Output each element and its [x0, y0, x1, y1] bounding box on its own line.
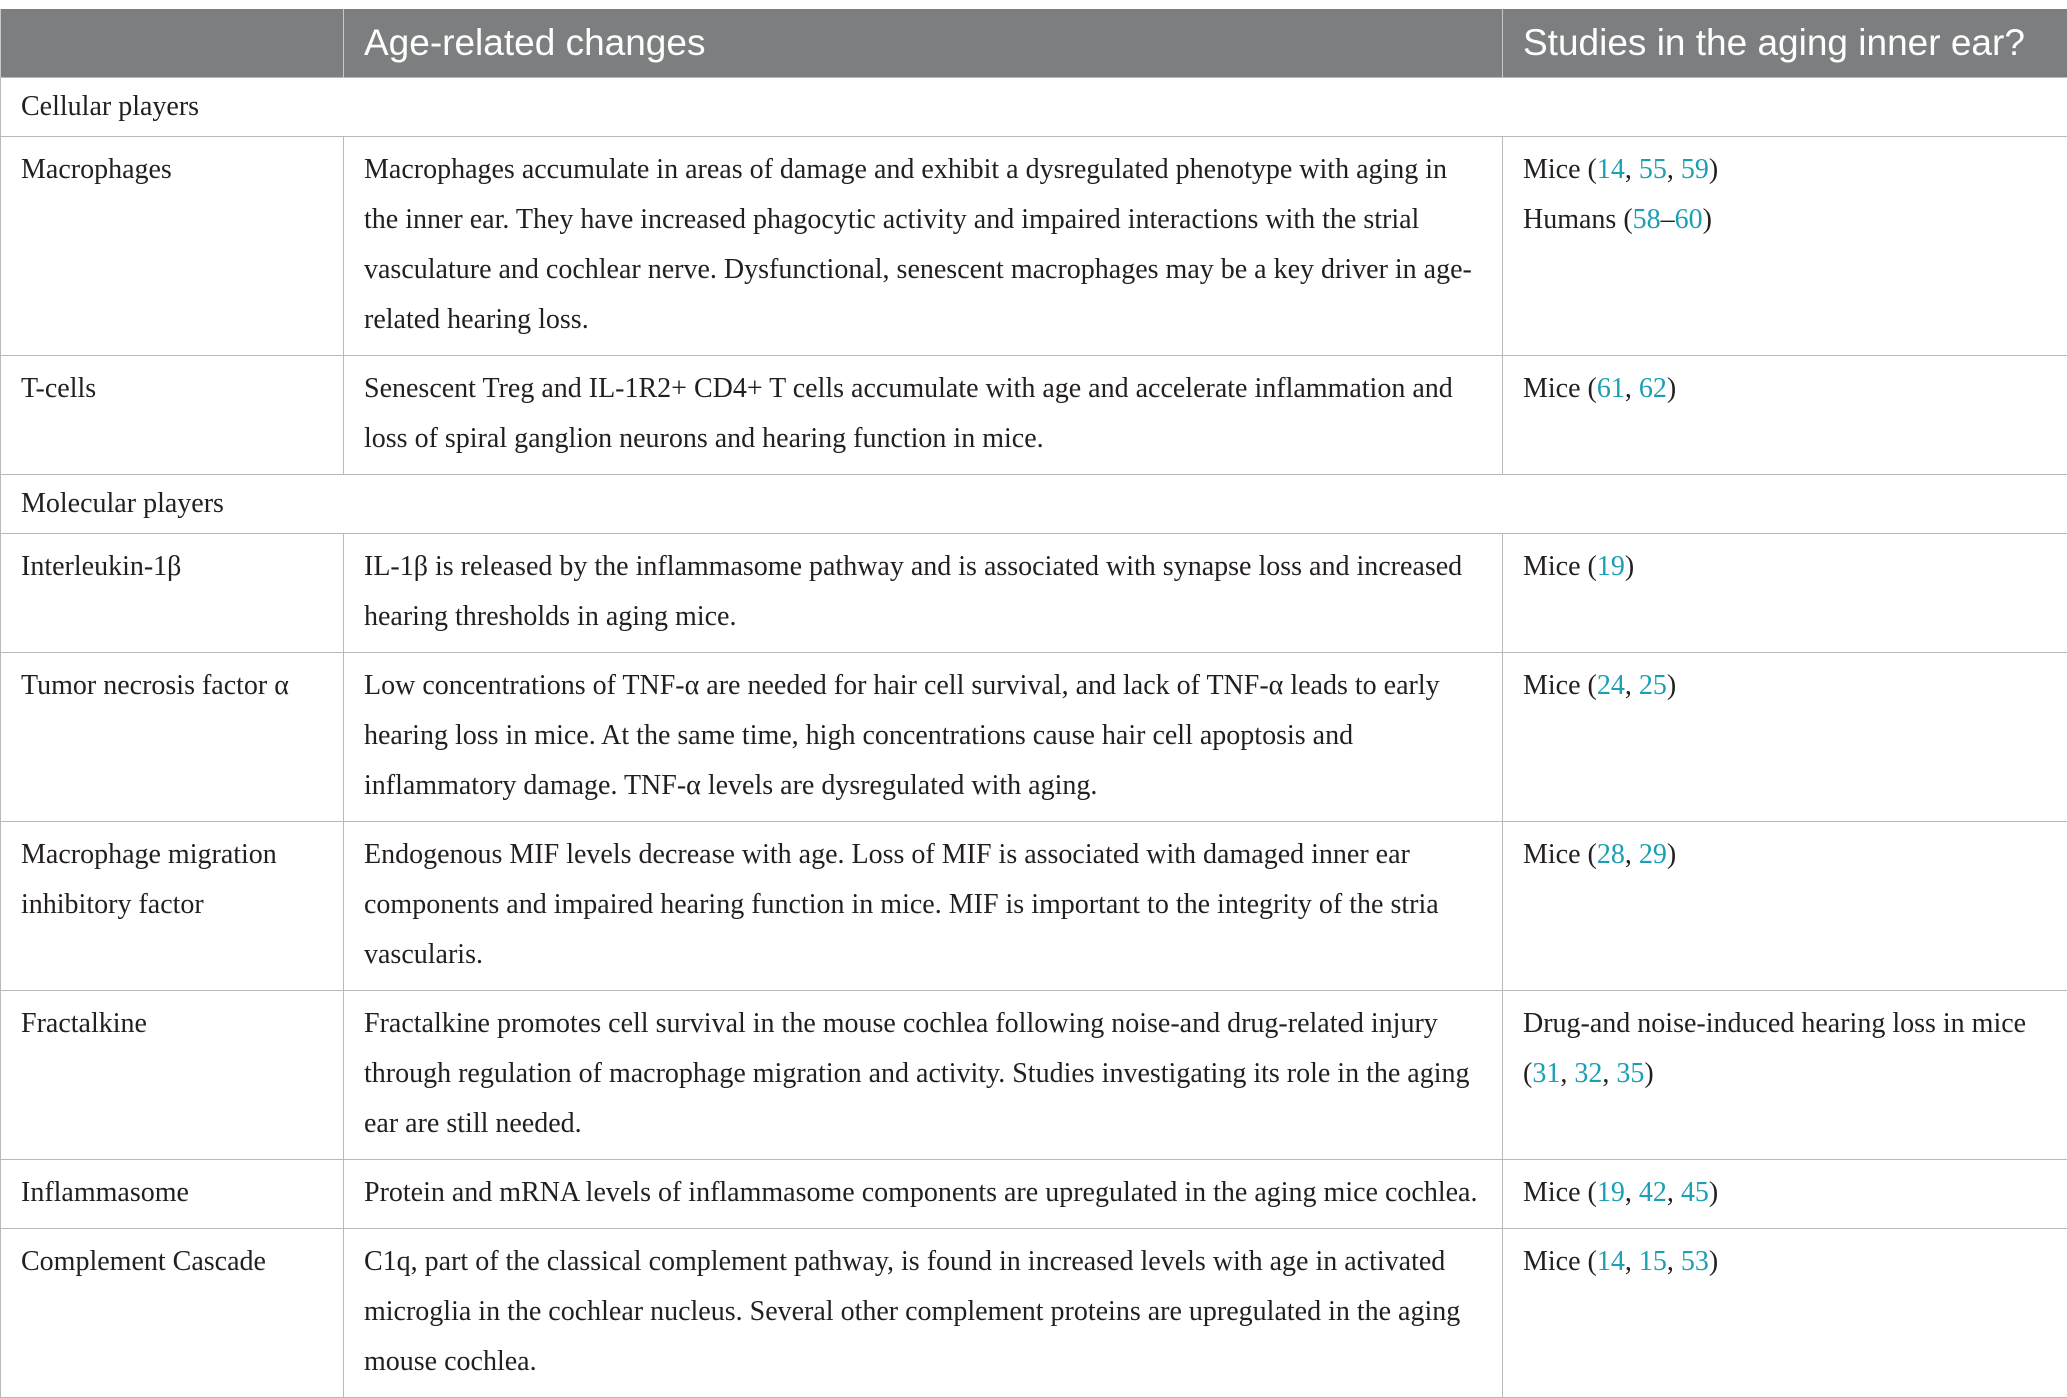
studies-cell — [1503, 137, 2067, 356]
reference-link[interactable]: 24 — [1597, 670, 1625, 701]
table-row — [1, 1160, 2067, 1229]
reference-link[interactable]: 35 — [1616, 1058, 1644, 1089]
age-related-changes-cell: C1q, part of the classical complement pathway, is found in increased levels with age in activated microglia in the cochlear nucleus. Several other complement proteins are upregulated in the aging mouse cochlea. — [344, 1229, 1503, 1398]
study-citation — [1523, 661, 2047, 711]
study-citation — [1523, 542, 2047, 592]
study-subject: Mice ( — [1523, 839, 1597, 870]
age-related-changes-cell: Macrophages accumulate in areas of damage and exhibit a dysregulated phenotype with aging in the inner ear. They have increased phagocytic activity and impaired interactions with the strial vasculature and cochlear nerve. Dysfunctional, senescent macrophages may be a key driver in age-related hearing loss. — [344, 137, 1503, 356]
reference-link[interactable]: 28 — [1597, 839, 1625, 870]
citation-close: ) — [1709, 1177, 1718, 1208]
studies-cell — [1503, 534, 2067, 653]
reference-link[interactable]: 32 — [1574, 1058, 1602, 1089]
ref-separator: , — [1667, 154, 1681, 185]
reference-link[interactable]: 53 — [1681, 1246, 1709, 1277]
reference-link[interactable]: 45 — [1681, 1177, 1709, 1208]
factor-name-cell: Interleukin-1β — [1, 534, 344, 653]
factor-name-cell: Tumor necrosis factor α — [1, 653, 344, 822]
table-row — [1, 1229, 2067, 1398]
reference-link[interactable]: 61 — [1597, 373, 1625, 404]
table-row — [1, 822, 2067, 991]
study-citation — [1523, 195, 2047, 245]
ref-separator: , — [1625, 373, 1639, 404]
reference-link[interactable]: 42 — [1639, 1177, 1667, 1208]
age-related-changes-cell: Low concentrations of TNF-α are needed for hair cell survival, and lack of TNF-α leads to early hearing loss in mice. At the same time, high concentrations cause hair cell apoptosis and inflammatory damage. TNF-α levels are dysregulated with aging. — [344, 653, 1503, 822]
table-body — [1, 78, 2067, 1398]
table-row — [1, 991, 2067, 1160]
reference-link[interactable]: 19 — [1597, 551, 1625, 582]
studies-cell — [1503, 822, 2067, 991]
ref-separator: – — [1661, 204, 1675, 235]
section-title: Molecular players — [1, 475, 2067, 534]
header-col-1 — [1, 9, 344, 78]
citation-close: ) — [1709, 1246, 1718, 1277]
reference-link[interactable]: 25 — [1639, 670, 1667, 701]
section-title: Cellular players — [1, 78, 2067, 137]
reference-link[interactable]: 29 — [1639, 839, 1667, 870]
reference-link[interactable]: 14 — [1597, 1246, 1625, 1277]
table-row — [1, 653, 2067, 822]
header-col-3: Studies in the aging inner ear? — [1503, 9, 2067, 78]
ref-separator: , — [1625, 1246, 1639, 1277]
citation-close: ) — [1644, 1058, 1653, 1089]
reference-link[interactable]: 14 — [1597, 154, 1625, 185]
studies-cell — [1503, 1160, 2067, 1229]
ref-separator: , — [1560, 1058, 1574, 1089]
citation-close: ) — [1667, 839, 1676, 870]
reference-link[interactable]: 55 — [1639, 154, 1667, 185]
section-row — [1, 475, 2067, 534]
ref-separator: , — [1625, 670, 1639, 701]
studies-cell — [1503, 991, 2067, 1160]
reference-link[interactable]: 19 — [1597, 1177, 1625, 1208]
study-subject: Mice ( — [1523, 670, 1597, 701]
reference-link[interactable]: 59 — [1681, 154, 1709, 185]
age-related-changes-cell: IL-1β is released by the inflammasome pathway and is associated with synapse loss and increased hearing thresholds in aging mice. — [344, 534, 1503, 653]
citation-close: ) — [1703, 204, 1712, 235]
ref-separator: , — [1625, 839, 1639, 870]
citation-close: ) — [1667, 373, 1676, 404]
factor-name-cell: T-cells — [1, 356, 344, 475]
table-row — [1, 356, 2067, 475]
reference-link[interactable]: 31 — [1532, 1058, 1560, 1089]
studies-cell — [1503, 653, 2067, 822]
section-row — [1, 78, 2067, 137]
age-related-changes-cell: Senescent Treg and IL-1R2+ CD4+ T cells accumulate with age and accelerate inflammation and loss of spiral ganglion neurons and hearing function in mice. — [344, 356, 1503, 475]
study-subject: Drug-and noise-induced hearing loss in mice ( — [1523, 1008, 2026, 1089]
study-citation — [1523, 999, 2047, 1099]
age-related-changes-cell: Fractalkine promotes cell survival in the mouse cochlea following noise-and drug-related injury through regulation of macrophage migration and activity. Studies investigating its role in the aging ear are still needed. — [344, 991, 1503, 1160]
study-citation — [1523, 830, 2047, 880]
ref-separator: , — [1667, 1246, 1681, 1277]
factor-name-cell: Inflammasome — [1, 1160, 344, 1229]
study-subject: Mice ( — [1523, 551, 1597, 582]
age-related-changes-cell: Protein and mRNA levels of inflammasome components are upregulated in the aging mice cochlea. — [344, 1160, 1503, 1229]
factor-name-cell: Macrophage migration inhibitory factor — [1, 822, 344, 991]
data-table — [0, 9, 2067, 1398]
studies-cell — [1503, 356, 2067, 475]
study-subject: Mice ( — [1523, 154, 1597, 185]
study-citation — [1523, 1237, 2047, 1287]
ref-separator: , — [1625, 1177, 1639, 1208]
study-citation — [1523, 364, 2047, 414]
factor-name-cell: Complement Cascade — [1, 1229, 344, 1398]
table-row — [1, 137, 2067, 356]
reference-link[interactable]: 15 — [1639, 1246, 1667, 1277]
study-subject: Mice ( — [1523, 1246, 1597, 1277]
reference-link[interactable]: 60 — [1675, 204, 1703, 235]
age-related-changes-cell: Endogenous MIF levels decrease with age. Loss of MIF is associated with damaged inner ear components and impaired hearing function in mice. MIF is important to the integrity of the stria vascularis. — [344, 822, 1503, 991]
factor-name-cell: Fractalkine — [1, 991, 344, 1160]
ref-separator: , — [1625, 154, 1639, 185]
table-header — [1, 9, 2067, 78]
header-col-2: Age-related changes — [344, 9, 1503, 78]
ref-separator: , — [1602, 1058, 1616, 1089]
study-subject: Humans ( — [1523, 204, 1633, 235]
studies-cell — [1503, 1229, 2067, 1398]
reference-link[interactable]: 58 — [1633, 204, 1661, 235]
table-row — [1, 534, 2067, 653]
study-citation — [1523, 145, 2047, 195]
header-row — [1, 9, 2067, 78]
factor-name-cell: Macrophages — [1, 137, 344, 356]
study-subject: Mice ( — [1523, 373, 1597, 404]
ref-separator: , — [1667, 1177, 1681, 1208]
study-subject: Mice ( — [1523, 1177, 1597, 1208]
study-citation — [1523, 1168, 2047, 1218]
citation-close: ) — [1709, 154, 1718, 185]
citation-close: ) — [1667, 670, 1676, 701]
citation-close: ) — [1625, 551, 1634, 582]
reference-link[interactable]: 62 — [1639, 373, 1667, 404]
